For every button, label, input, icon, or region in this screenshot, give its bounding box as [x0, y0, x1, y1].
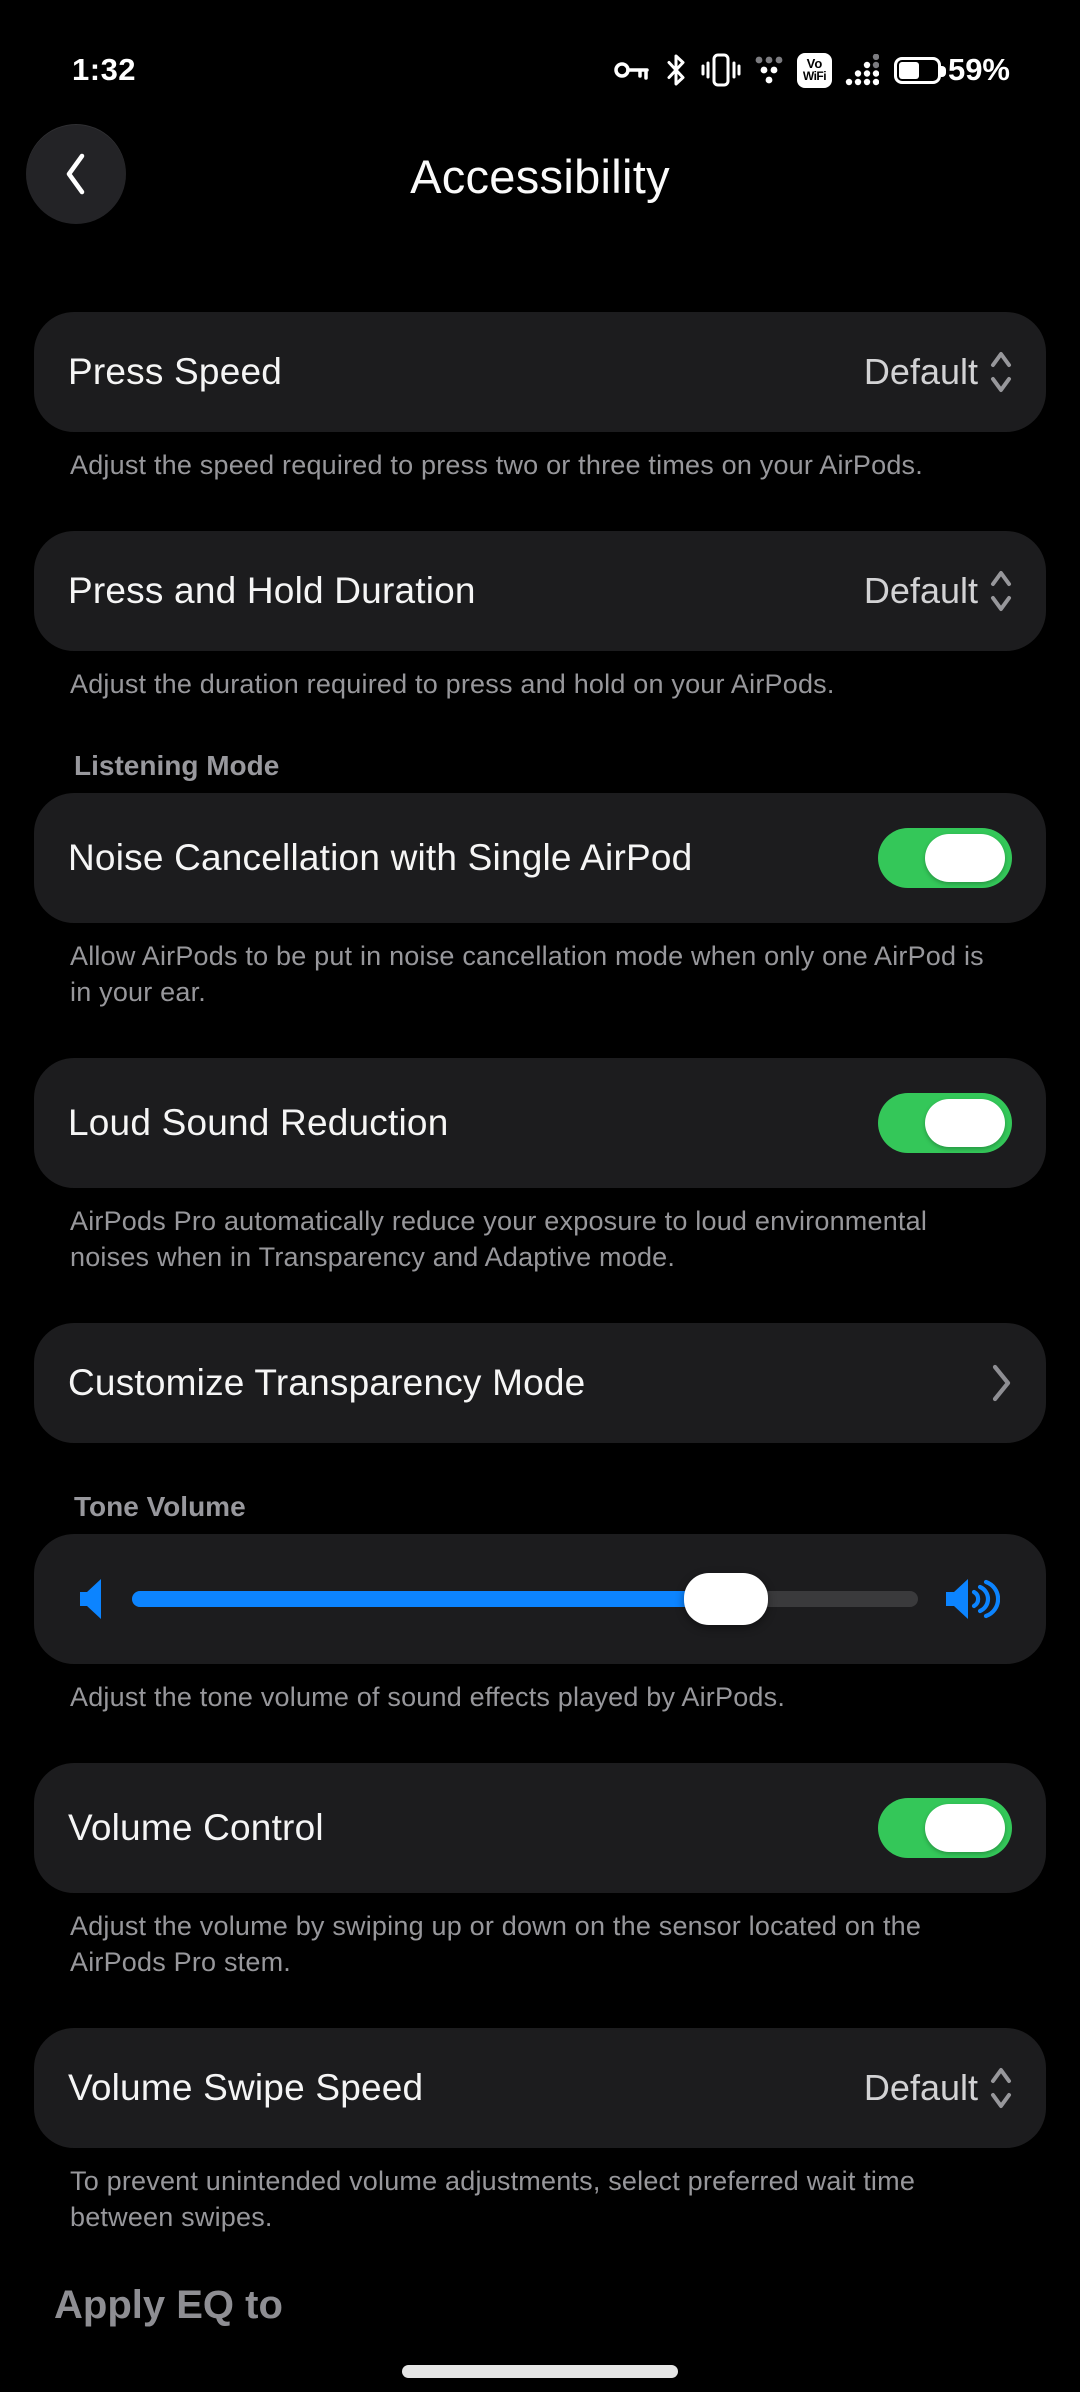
- press-speed-row[interactable]: [34, 312, 1046, 432]
- apply-eq-section-label: Apply EQ to: [54, 2283, 283, 2327]
- volume-swipe-value: Default: [863, 2067, 978, 2108]
- loud-sound-toggle[interactable]: [878, 1093, 1012, 1153]
- status-bar: [0, 0, 1080, 100]
- loud-sound-description: AirPods Pro automatically reduce your exposure to loud environmental noises when in Transparency and Adaptive mode.: [70, 1206, 928, 1272]
- loud-sound-label: Loud Sound Reduction: [68, 1102, 449, 1143]
- vowifi-line1: Vo: [806, 56, 823, 71]
- tone-volume-description: Adjust the tone volume of sound effects played by AirPods.: [70, 1682, 786, 1712]
- press-speed-value: Default: [863, 351, 978, 392]
- volume-min-icon[interactable]: [80, 1579, 104, 1619]
- battery-nub: [941, 66, 946, 77]
- customize-transparency-label: Customize Transparency Mode: [68, 1362, 586, 1403]
- press-speed-label: Press Speed: [68, 351, 283, 392]
- status-time: 1:32: [72, 52, 137, 87]
- tone-volume-section-label: Tone Volume: [74, 1491, 246, 1522]
- cellular-signal-dots-icon: [845, 54, 879, 86]
- wifi-signal-dots-icon: [754, 56, 784, 84]
- vibrate-icon: [701, 53, 741, 87]
- press-hold-stepper[interactable]: [864, 568, 1012, 614]
- volume-max-icon[interactable]: [946, 1578, 1000, 1620]
- settings-list: [0, 252, 1080, 2328]
- noise-cancellation-group: [34, 793, 1046, 1010]
- chevron-left-icon: [63, 153, 89, 195]
- volume-swipe-label: Volume Swipe Speed: [68, 2067, 424, 2108]
- customize-transparency-group: [34, 1323, 1046, 1443]
- loud-sound-row[interactable]: [34, 1058, 1046, 1188]
- press-hold-value: Default: [863, 570, 978, 611]
- vowifi-line2: WiFi: [802, 69, 827, 83]
- volume-control-description: Adjust the volume by swiping up or down on the sensor located on the AirPods Pro stem.: [70, 1911, 922, 1977]
- back-button[interactable]: [26, 124, 126, 224]
- stepper-updown-icon: [990, 2065, 1012, 2111]
- battery-percent: 59%: [947, 52, 1010, 87]
- noise-cancellation-description: Allow AirPods to be put in noise cancellation mode when only one AirPod is in your ear.: [70, 941, 984, 1007]
- toggle-thumb: [925, 1804, 1005, 1852]
- volume-control-row[interactable]: [34, 1763, 1046, 1893]
- press-hold-label: Press and Hold Duration: [68, 570, 476, 611]
- press-hold-description: Adjust the duration required to press and hold on your AirPods.: [70, 669, 835, 699]
- listening-mode-section-label: Listening Mode: [74, 750, 280, 781]
- noise-cancellation-row[interactable]: [34, 793, 1046, 923]
- volume-swipe-group: [34, 2028, 1046, 2235]
- press-hold-group: [34, 531, 1046, 702]
- battery-fill: [899, 62, 919, 79]
- press-speed-description: Adjust the speed required to press two or three times on your AirPods.: [70, 450, 923, 480]
- slider-thumb[interactable]: [684, 1573, 768, 1625]
- stepper-updown-icon: [990, 568, 1012, 614]
- volume-swipe-stepper[interactable]: [864, 2065, 1012, 2111]
- toggle-thumb: [925, 834, 1005, 882]
- tone-volume-group: [34, 1534, 1046, 1715]
- loud-sound-group: [34, 1058, 1046, 1275]
- home-indicator[interactable]: [402, 2365, 678, 2378]
- volume-swipe-description: To prevent unintended volume adjustments, select preferred wait time between swipes.: [70, 2166, 916, 2232]
- volume-control-group: [34, 1763, 1046, 1980]
- press-hold-row[interactable]: [34, 531, 1046, 651]
- volume-swipe-row[interactable]: [34, 2028, 1046, 2148]
- chevron-right-icon: [992, 1364, 1012, 1402]
- header: [0, 100, 1080, 252]
- page-title: Accessibility: [410, 149, 670, 203]
- bluetooth-icon: [664, 53, 688, 87]
- volume-control-toggle[interactable]: [878, 1798, 1012, 1858]
- vowifi-badge: [797, 53, 832, 88]
- press-speed-group: [34, 312, 1046, 483]
- battery-icon: [894, 57, 941, 84]
- press-speed-stepper[interactable]: [864, 349, 1012, 395]
- noise-cancellation-toggle[interactable]: [878, 828, 1012, 888]
- vpn-key-icon: [613, 54, 651, 86]
- tone-volume-slider[interactable]: [132, 1573, 918, 1625]
- slider-fill: [132, 1591, 726, 1607]
- stepper-updown-icon: [990, 349, 1012, 395]
- status-icons: [613, 52, 1010, 88]
- noise-cancellation-label: Noise Cancellation with Single AirPod: [68, 837, 693, 878]
- volume-control-label: Volume Control: [68, 1807, 324, 1848]
- tone-volume-slider-row: [34, 1534, 1046, 1664]
- customize-transparency-row[interactable]: [34, 1323, 1046, 1443]
- toggle-thumb: [925, 1099, 1005, 1147]
